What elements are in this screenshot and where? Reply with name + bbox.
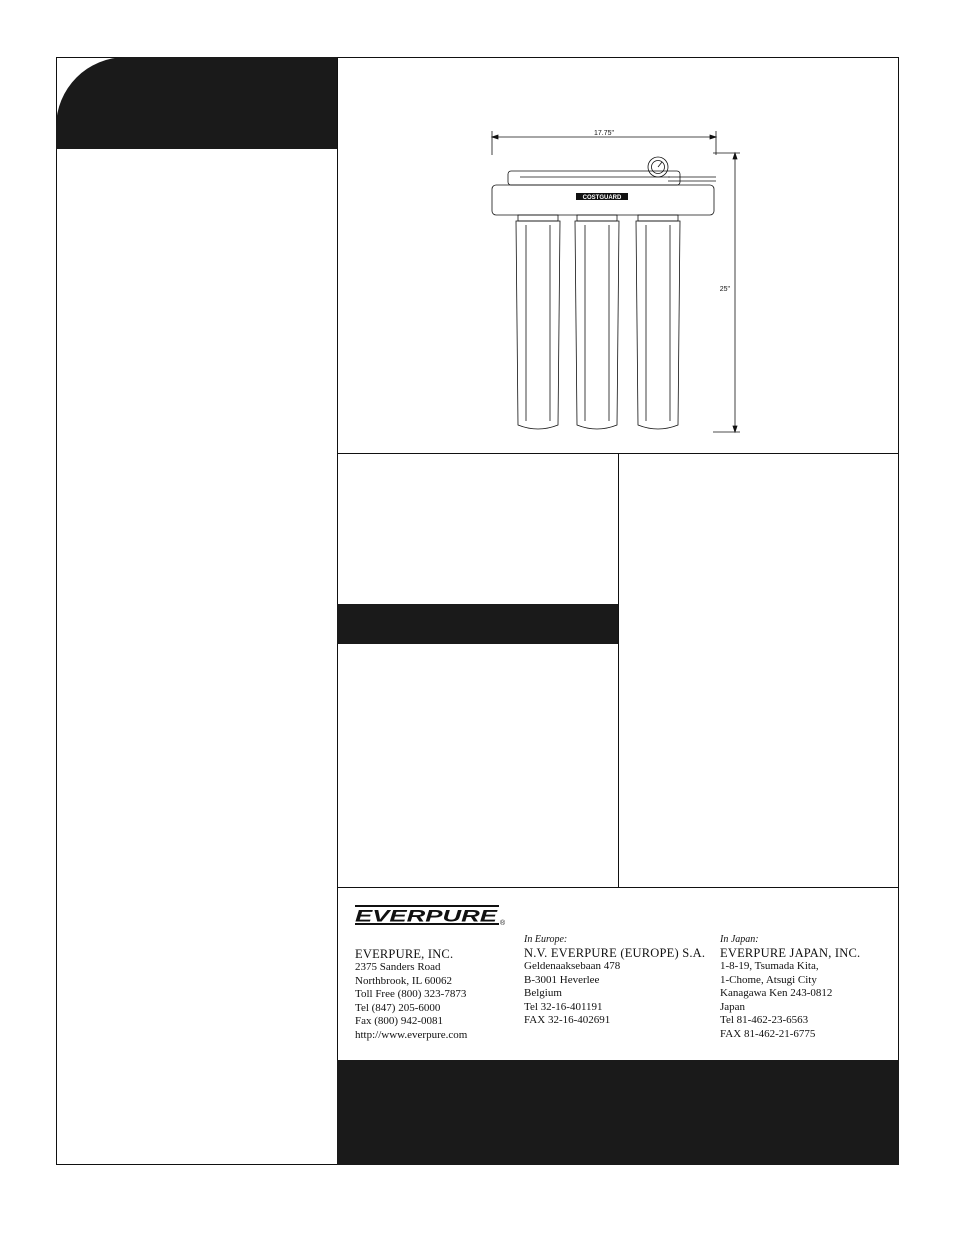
column-divider — [618, 453, 619, 887]
company-name: N.V. EVERPURE (EUROPE) S.A. — [524, 946, 706, 960]
manifold-brand-label: COSTGUARD — [582, 195, 622, 201]
address-line: Northbrook, IL 60062 — [355, 974, 453, 987]
phone-line: Tel (847) 205-6000 — [355, 1001, 441, 1014]
company-name: EVERPURE JAPAN, INC. — [720, 946, 861, 960]
footer-band — [337, 1060, 899, 1165]
website-link[interactable]: http://www.everpure.com — [355, 1028, 468, 1041]
address-line: 1-Chome, Atsugi City — [720, 973, 817, 986]
fax-line: FAX 81-462-21-6775 — [720, 1027, 816, 1040]
address-line: Geldenaaksebaan 478 — [524, 960, 621, 972]
registered-mark: ® — [500, 920, 506, 927]
phone-line: Tel 32-16-401191 — [524, 1000, 603, 1013]
fax-line: Fax (800) 942-0081 — [355, 1015, 443, 1027]
address-japan — [720, 934, 860, 1041]
address-line: Japan — [720, 1000, 746, 1013]
region-label: In Europe: — [524, 934, 568, 945]
fax-line: FAX 32-16-402691 — [524, 1014, 611, 1026]
address-line: 2375 Sanders Road — [355, 961, 441, 973]
region-label: In Japan: — [720, 934, 759, 945]
company-name: EVERPURE, INC. — [355, 947, 454, 961]
address-line: Belgium — [524, 987, 562, 999]
logo-wordmark: EVERPURE — [355, 906, 498, 926]
address-line: Kanagawa Ken 243-0812 — [720, 987, 833, 999]
address-europe — [524, 934, 705, 1028]
sidebar-header-tab — [56, 57, 337, 149]
filter-system-drawing — [480, 125, 750, 440]
width-dimension-label: 17.75" — [593, 130, 615, 137]
address-line: B-3001 Heverlee — [524, 973, 600, 986]
address-top-rule — [337, 887, 899, 888]
phone-line: Toll Free (800) 323-7873 — [355, 988, 467, 1000]
section-heading-band — [337, 604, 618, 644]
height-dimension-label: 25" — [719, 286, 730, 293]
address-us — [355, 947, 467, 1042]
address-line: 1-8-19, Tsumada Kita, — [720, 960, 819, 972]
phone-line: Tel 81-462-23-6563 — [720, 1014, 809, 1026]
everpure-logo — [355, 902, 507, 928]
